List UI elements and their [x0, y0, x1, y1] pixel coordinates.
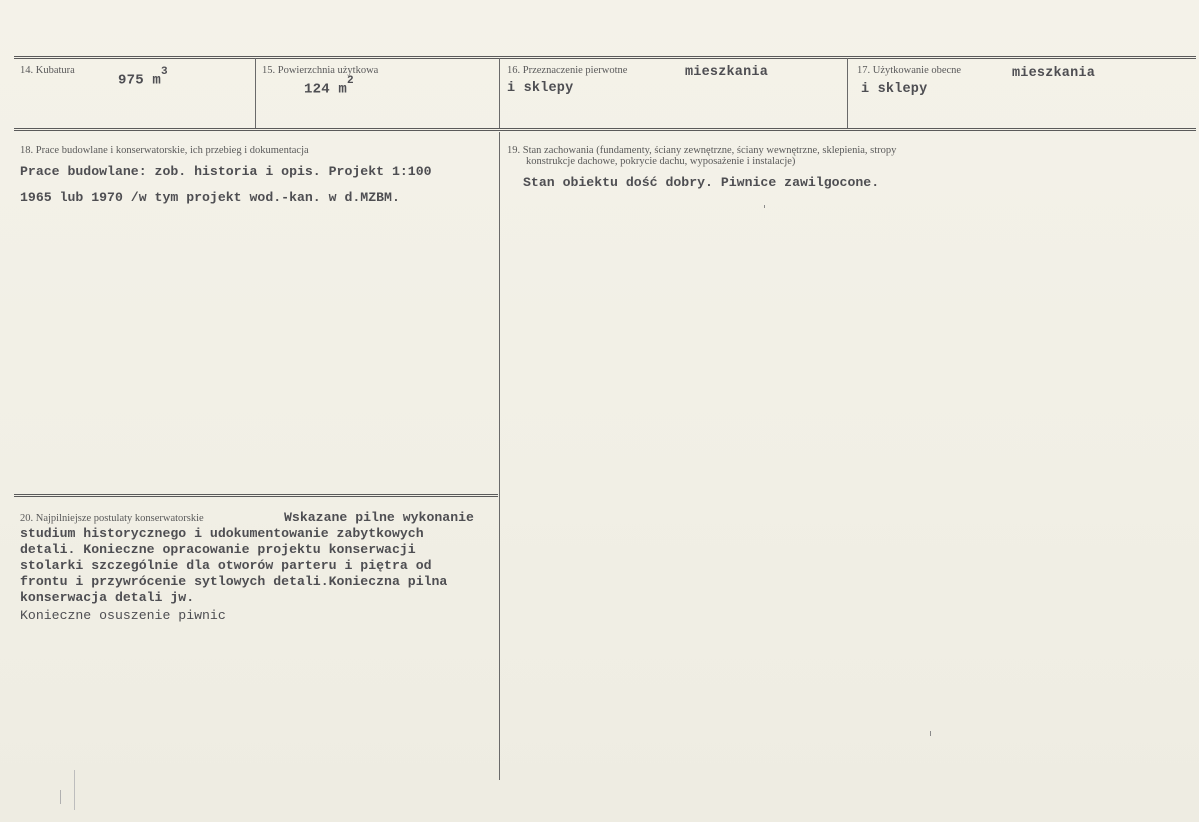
f15-value: 124 $m^2$	[304, 75, 354, 98]
f18-line1: Prace budowlane: zob. historia i opis. Projekt 1:100	[20, 164, 432, 179]
f20-line5: konserwacja detali jw.	[20, 590, 195, 605]
paper-speck	[60, 790, 61, 804]
f20-line1: studium historycznego i udokumentowanie zabytkowych	[20, 526, 424, 541]
f20-line4: frontu i przywrócenie sytlowych detali.Konieczna pilna	[20, 574, 448, 589]
f20-line3: stolarki szczególnie dla otworów parteru i piętra od	[20, 558, 432, 573]
f20-line6: Konieczne osuszenie piwnic	[20, 608, 226, 623]
f20-first-line: Wskazane pilne wykonanie	[284, 510, 474, 525]
f20-line2: detali. Konieczne opracowanie projektu konserwacji	[20, 542, 416, 557]
divider-16-17	[847, 58, 848, 128]
paper-speck	[930, 731, 931, 736]
f18-line2: 1965 lub 1970 /w tym projekt wod.-kan. w d.MZBM.	[20, 190, 400, 205]
f18-label: 18. Prace budowlane i konserwatorskie, ich przebieg i dokumentacja	[20, 145, 309, 156]
f16-value-line1: mieszkania	[685, 65, 769, 80]
f17-value-line2: i sklepy	[861, 82, 928, 97]
f20-top-rule	[14, 494, 498, 497]
f14-label: 14. Kubatura	[20, 65, 75, 76]
f14-value: 975 $m^3$	[118, 66, 168, 89]
top-rule	[14, 56, 1196, 59]
f19-label-line2: konstrukcje dachowe, pokrycie dachu, wyposażenie i instalacje)	[526, 156, 796, 167]
f20-label: 20. Najpilniejsze postulaty konserwatorskie	[20, 513, 204, 524]
divider-14-15	[255, 58, 256, 128]
divider-15-16	[499, 58, 500, 128]
f16-label: 16. Przeznaczenie pierwotne	[507, 65, 628, 76]
paper-speck	[74, 770, 75, 810]
f15-label: 15. Powierzchnia użytkowa	[262, 65, 379, 76]
paper-speck	[764, 205, 765, 208]
divider-left-right	[499, 132, 500, 780]
f17-label: 17. Użytkowanie obecne	[857, 65, 962, 76]
f19-text: Stan obiektu dość dobry. Piwnice zawilgocone.	[523, 175, 880, 190]
f16-value-line2: i sklepy	[507, 81, 574, 96]
row1-bottom-rule	[14, 128, 1196, 131]
f19-label-line1: 19. Stan zachowania (fundamenty, ściany zewnętrzne, ściany wewnętrzne, sklepienia, stropy	[507, 145, 897, 156]
f17-value-line1: mieszkania	[1012, 66, 1096, 81]
